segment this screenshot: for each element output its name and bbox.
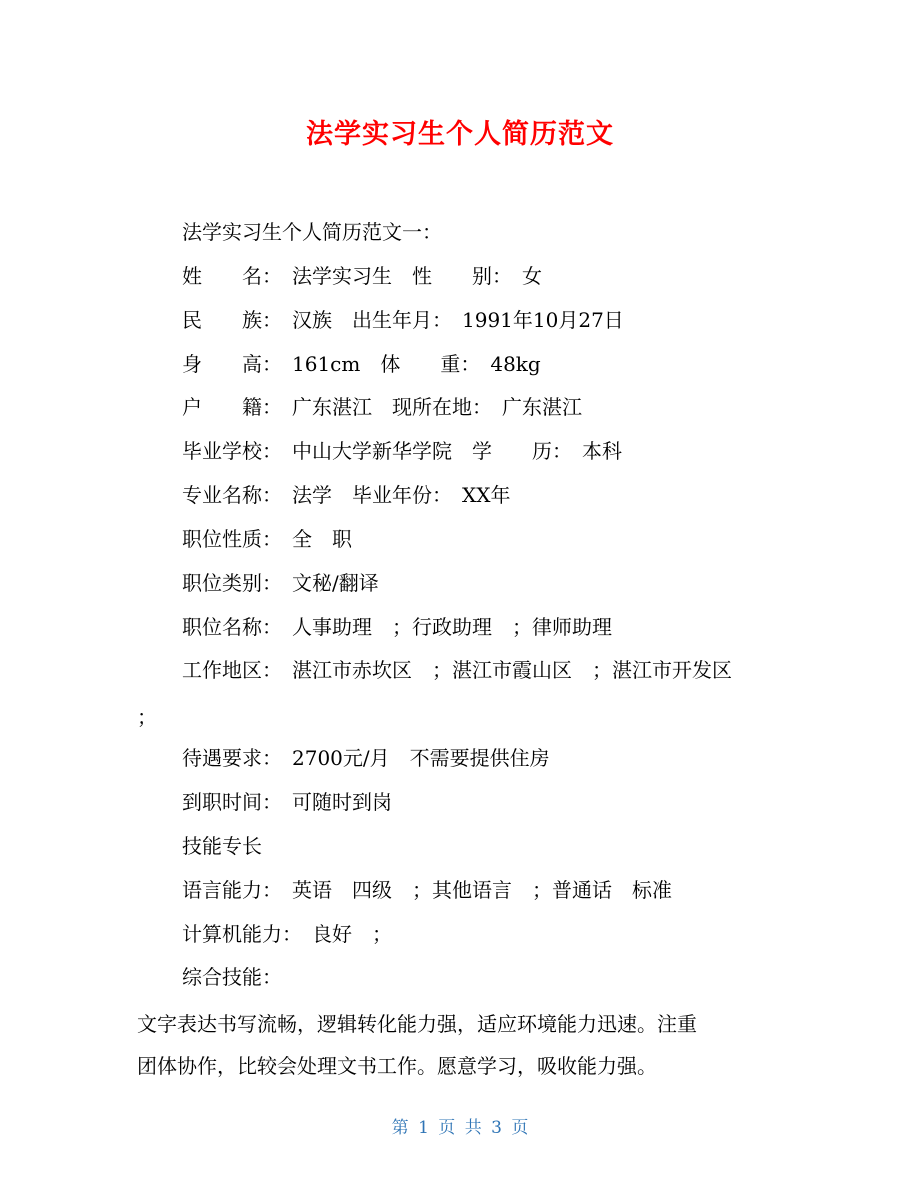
paragraph-line-1: 文字表达书写流畅，逻辑转化能力强，适应环境能力迅速。注重 [137,1012,697,1036]
text-line-name-gender: 姓 名： 法学实习生 性 别： 女 [182,264,542,288]
section-heading-skills: 技能专长 [182,834,262,858]
section-heading: 法学实习生个人简历范文一： [182,220,442,244]
text-line-computer: 计算机能力： 良好 ； [182,922,392,946]
paragraph-line-2: 团体协作，比较会处理文书工作。愿意学习，吸收能力强。 [137,1054,657,1078]
text-line-start-time: 到职时间： 可随时到岗 [182,790,392,814]
text-line-school: 毕业学校： 中山大学新华学院 学 历： 本科 [182,439,622,463]
text-line-job-title: 职位名称： 人事助理 ；行政助理 ；律师助理 [182,615,612,639]
text-line-salary: 待遇要求： 2700元/月 不需要提供住房 [182,746,550,770]
text-line-major: 专业名称： 法学 毕业年份： XX年 [182,483,511,507]
text-line-job-nature: 职位性质： 全 职 [182,527,352,551]
text-line-language: 语言能力： 英语 四级 ；其他语言 ；普通话 标准 [182,878,672,902]
text-line-ethnicity-birth: 民 族： 汉族 出生年月： 1991年10月27日 [182,308,624,332]
text-line-hometown: 户 籍： 广东湛江 现所在地： 广东湛江 [182,395,582,419]
document-title: 法学实习生个人简历范文 [306,119,614,150]
text-line-job-category: 职位类别： 文秘/翻译 [182,571,379,595]
text-line-work-area: 工作地区： 湛江市赤坎区 ；湛江市霞山区 ；湛江市开发区 [182,658,732,682]
page-footer: 第 1 页 共 3 页 [391,1118,529,1138]
text-line-general-skills: 综合技能： [182,965,282,989]
text-line-work-area-cont: ； [137,705,157,729]
text-line-height-weight: 身 高： 161cm 体 重： 48kg [182,352,541,376]
